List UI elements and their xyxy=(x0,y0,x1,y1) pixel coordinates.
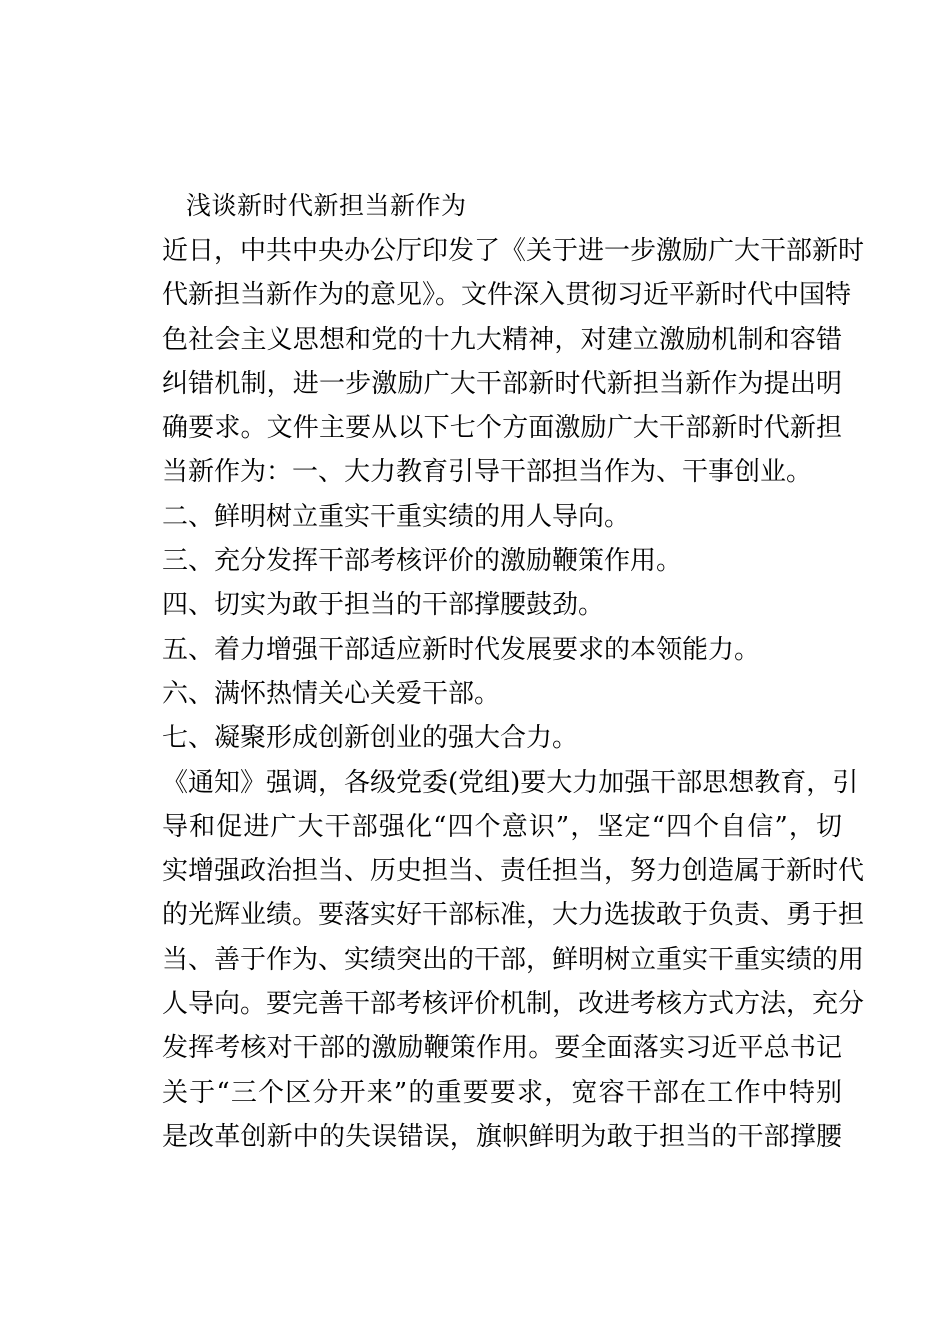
body-text-line: 五、着力增强干部适应新时代发展要求的本领能力。 xyxy=(162,634,761,665)
body-text-line: 《通知》强调，各级党委(党组)要大力加强干部思想教育，引 xyxy=(162,767,859,798)
body-text-line: 的光辉业绩。要落实好干部标准，大力选拔敢于负责、勇于担 xyxy=(162,900,865,931)
body-text-line: 人导向。要完善干部考核评价机制，改进考核方式方法，充分 xyxy=(162,989,865,1020)
body-text-line: 发挥考核对干部的激励鞭策作用。要全面落实习近平总书记 xyxy=(162,1033,842,1064)
body-text-line: 三、充分发挥干部考核评价的激励鞭策作用。 xyxy=(162,546,683,577)
body-text-line: 是改革创新中的失误错误，旗帜鲜明为敢于担当的干部撑腰 xyxy=(162,1121,842,1152)
body-text-line: 近日，中共中央办公厅印发了《关于进一步激励广大干部新时 xyxy=(162,236,865,266)
body-text-line: 导和促进广大干部强化“四个意识”，坚定“四个自信”，切 xyxy=(162,811,842,842)
document-body xyxy=(162,229,865,1159)
body-text-line: 代新担当新作为的意见》。文件深入贯彻习近平新时代中国特 xyxy=(162,280,852,311)
body-text-line: 七、凝聚形成创新创业的强大合力。 xyxy=(162,723,579,754)
body-text-line: 实增强政治担当、历史担当、责任担当，努力创造属于新时代 xyxy=(162,856,865,887)
body-text-line: 当、善于作为、实绩突出的干部，鲜明树立重实干重实绩的用 xyxy=(162,944,865,975)
body-text-line: 当新作为：一、大力教育引导干部担当作为、干事创业。 xyxy=(162,457,813,488)
body-text-line: 四、切实为敢于担当的干部撑腰鼓劲。 xyxy=(162,590,605,621)
body-text-line: 六、满怀热情关心关爱干部。 xyxy=(162,678,501,709)
body-text-line: 确要求。文件主要从以下七个方面激励广大干部新时代新担 xyxy=(162,413,842,444)
body-text-line: 二、鲜明树立重实干重实绩的用人导向。 xyxy=(162,501,631,532)
body-text-line: 色社会主义思想和党的十九大精神，对建立激励机制和容错 xyxy=(162,324,842,355)
body-text-line: 关于“三个区分开来”的重要要求，宽容干部在工作中特别 xyxy=(162,1077,842,1108)
document-title: 浅谈新时代新担当新作为 xyxy=(186,191,467,220)
body-text-line: 纠错机制，进一步激励广大干部新时代新担当新作为提出明 xyxy=(162,368,842,399)
